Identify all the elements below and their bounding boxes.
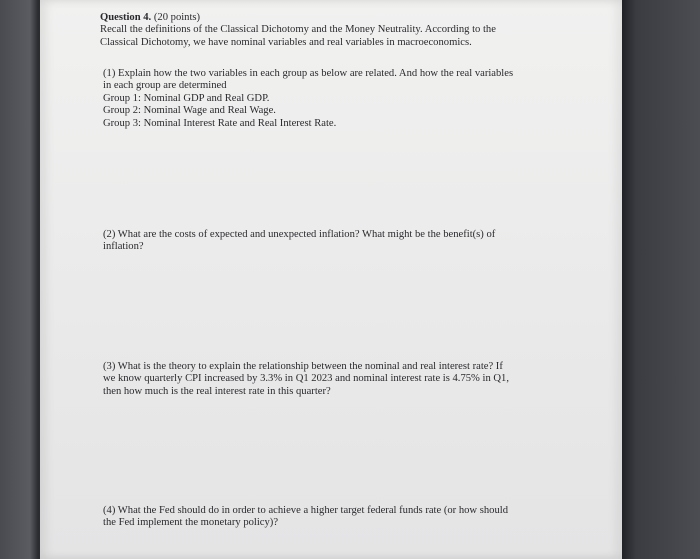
question-number: Question 4. (100, 12, 152, 23)
question-title (100, 12, 600, 24)
intro-line: Recall the definitions of the Classical Dichotomy and the Money Neutrality. According to the (100, 24, 496, 36)
part-4 (100, 505, 603, 530)
part-1-line: (1) Explain how the two variables in each group as below are related. And how the real variables (103, 68, 514, 79)
part-4-line: the Fed implement the monetary policy)? (103, 517, 279, 529)
intro-line: Classical Dichotomy, we have nominal variables and real variables in macroeconomics. (100, 36, 472, 48)
part-1 (100, 68, 603, 130)
group-1-line: Group 1: Nominal GDP and Real GDP. (103, 92, 270, 104)
group-3-line: Group 3: Nominal Interest Rate and Real Interest Rate. (103, 117, 337, 129)
screen-bezel (622, 0, 700, 559)
part-3-line: (3) What is the theory to explain the relationship between the nominal and real interest rate? If (103, 361, 503, 372)
part-2-line: (2) What are the costs of expected and unexpected inflation? What might be the benefit(s) of (103, 229, 496, 240)
group-2-line: Group 2: Nominal Wage and Real Wage. (103, 105, 276, 117)
part-3-line: we know quarterly CPI increased by 3.3% in Q1 2023 and nominal interest rate is 4.75% in Q1, (103, 373, 510, 385)
part-2-line: inflation? (103, 241, 144, 253)
part-2 (100, 229, 603, 254)
part-3-line: then how much is the real interest rate in this quarter? (103, 385, 331, 397)
part-1-line: in each group are determined (103, 80, 227, 92)
question-points: (20 points) (153, 12, 201, 23)
part-4-line: (4) What the Fed should do in order to achieve a higher target federal funds rate (or how should (103, 505, 508, 516)
question-header (100, 12, 600, 49)
part-3 (100, 361, 603, 398)
document-page (40, 0, 622, 559)
